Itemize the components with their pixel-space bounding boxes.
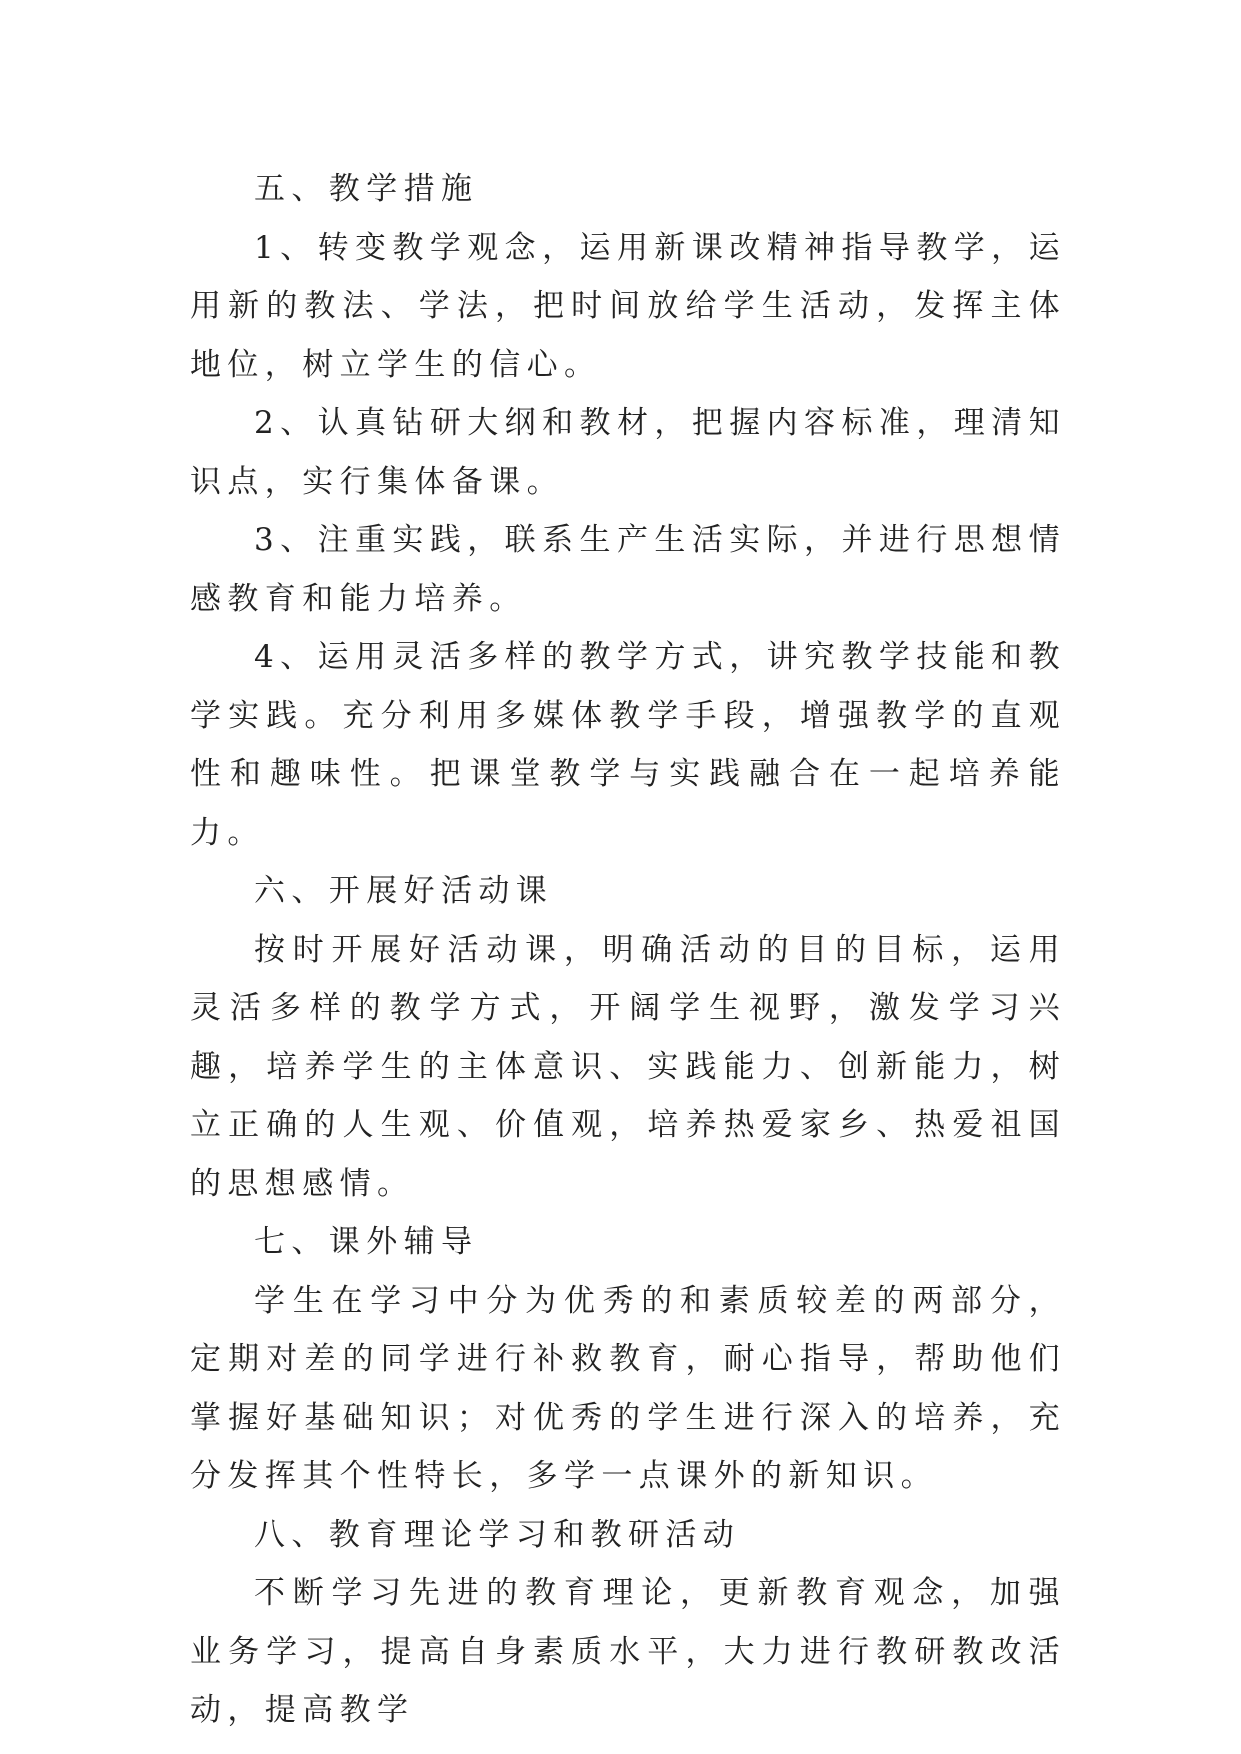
section-heading-tutoring: 七、课外辅导: [254, 1224, 479, 1260]
section-heading-theory-research: 八、教育理论学习和教研活动: [254, 1516, 741, 1553]
paragraph-measure-4: 4、运用灵活多样的教学方式，讲究教学技能和教学实践。充分利用多媒体教学手段，增强教学的直观性和趣味性。把课堂教学与实践融合在一起培养能力。: [190, 639, 1066, 851]
paragraph-measure-3: 3、注重实践，联系生产生活实际，并进行思想情感教育和能力培养。: [190, 522, 1066, 617]
paragraph-measure-2: 2、认真钻研大纲和教材，把握内容标准，理清知识点，实行集体备课。: [190, 405, 1066, 500]
paragraph-activity-class: 按时开展好活动课，明确活动的目的目标，运用灵活多样的教学方式，开阔学生视野，激发学习兴趣，培养学生的主体意识、实践能力、创新能力，树立正确的人生观、价值观，培养热爱家乡、热爱祖国的思想感情。: [190, 931, 1066, 1202]
section-heading-teaching-measures: 五、教学措施: [254, 171, 479, 207]
section-heading-activity-class: 六、开展好活动课: [254, 873, 554, 909]
paragraph-theory-research: 不断学习先进的教育理论，更新教育观念，加强业务学习，提高自身素质水平，大力进行教研教改活动，提高教学: [190, 1575, 1066, 1728]
document-page: [190, 160, 1066, 1740]
paragraph-tutoring: 学生在学习中分为优秀的和素质较差的两部分，定期对差的同学进行补救教育，耐心指导，帮助他们掌握好基础知识；对优秀的学生进行深入的培养，充分发挥其个性特长，多学一点课外的新知识。: [190, 1282, 1066, 1494]
paragraph-measure-1: 1、转变教学观念，运用新课改精神指导教学，运用新的教法、学法，把时间放给学生活动，发挥主体地位，树立学生的信心。: [190, 229, 1066, 383]
